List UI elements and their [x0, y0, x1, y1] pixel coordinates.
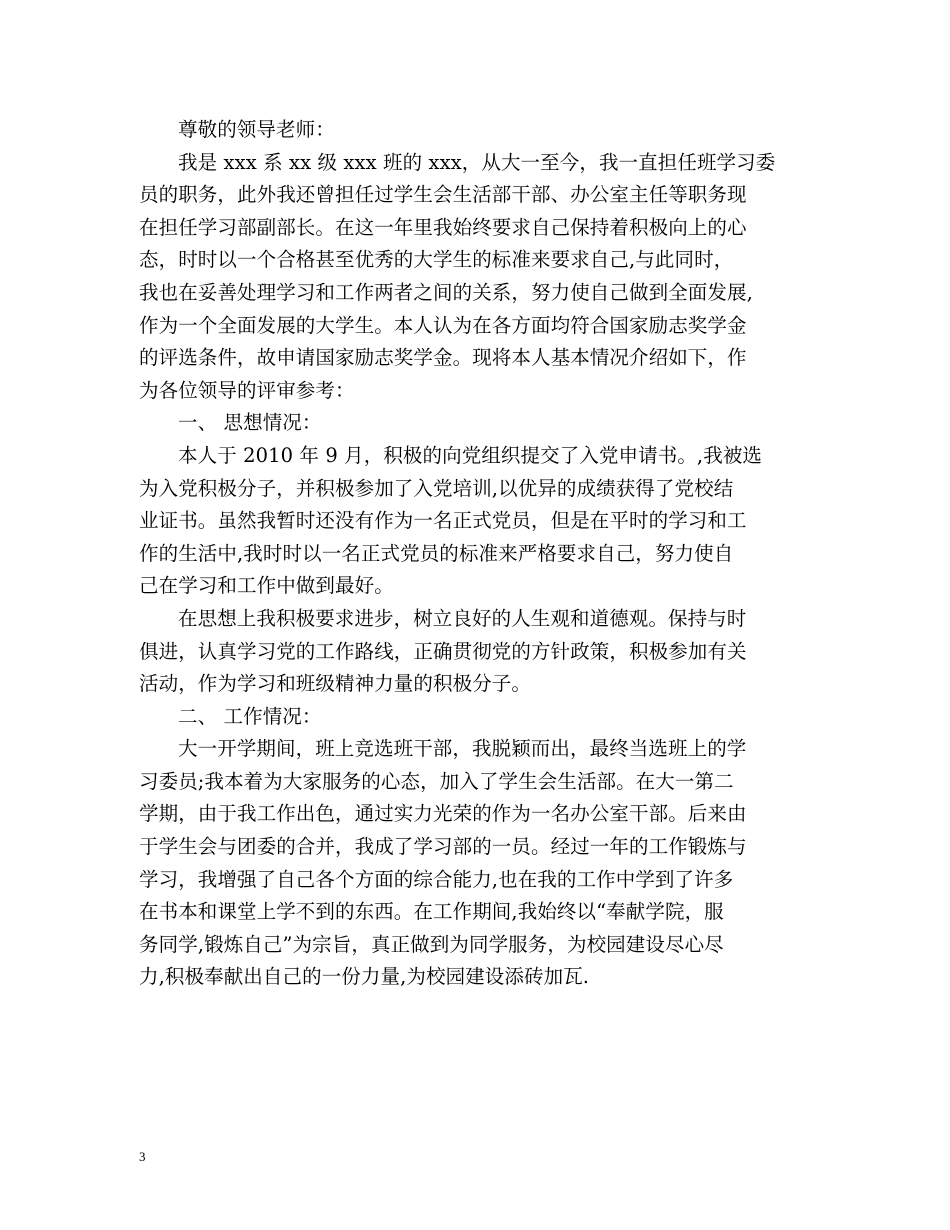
letter-body [139, 114, 819, 994]
text-line: 作的生活中,我时时以一名正式党员的标准来严格要求自己，努力使自 [139, 541, 734, 565]
text-line: 在担任学习部副部长。在这一年里我始终要求自己保持着积极向上的心 [139, 215, 747, 239]
text-line: 员的职务，此外我还曾担任过学生会生活部干部、办公室主任等职务现 [139, 183, 747, 207]
text-line: 业证书。虽然我暂时还没有作为一名正式党员，但是在平时的学习和工 [139, 509, 747, 533]
text-line: 的评选条件，故申请国家励志奖学金。现将本人基本情况介绍如下，作 [139, 346, 747, 370]
salutation: 尊敬的领导老师： [178, 118, 335, 141]
text-line: 于学生会与团委的合并，我成了学习部的一员。经过一年的工作锻炼与 [139, 835, 747, 859]
page-number: 3 [139, 1149, 146, 1164]
section-heading: 一、 思想情况： [178, 411, 322, 435]
text-line: 俱进，认真学习党的工作路线，正确贯彻党的方针政策，积极参加有关 [139, 639, 747, 663]
text-line: 力,积极奉献出自己的一份力量,为校园建设添砖加瓦. [139, 965, 590, 989]
text-line: 为各位领导的评审参考： [139, 378, 355, 402]
section-heading: 二、 工作情况： [178, 704, 322, 728]
text-line: 我也在妥善处理学习和工作两者之间的关系，努力使自己做到全面发展, [139, 280, 753, 304]
text-line: 活动，作为学习和班级精神力量的积极分子。 [139, 672, 532, 696]
text-line: 作为一个全面发展的大学生。本人认为在各方面均符合国家励志奖学金 [139, 313, 747, 337]
text-line: 学期，由于我工作出色，通过实力光荣的作为一名办公室干部。后来由 [139, 802, 747, 826]
text-line: 在书本和课堂上学不到的东西。在工作期间,我始终以“奉献学院，服 [139, 900, 724, 924]
text-line: 务同学,锻炼自己”为宗旨，真正做到为同学服务，为校园建设尽心尽 [139, 932, 724, 956]
text-line: 习委员;我本着为大家服务的心态，加入了学生会生活部。在大一第二 [139, 769, 734, 793]
text-line: 我是 xxx 系 xx 级 xxx 班的 xxx，从大一至今，我一直担任班学习委 [178, 150, 776, 174]
text-line: 本人于 2010 年 9 月，积极的向党组织提交了入党申请书。,我被选 [178, 443, 763, 467]
text-line: 己在学习和工作中做到最好。 [139, 574, 394, 598]
text-line: 为入党积极分子，并积极参加了入党培训,以优异的成绩获得了党校结 [139, 476, 734, 500]
text-line: 学习，我增强了自己各个方面的综合能力,也在我的工作中学到了许多 [139, 867, 734, 891]
text-line: 在思想上我积极要求进步，树立良好的人生观和道德观。保持与时 [178, 606, 747, 630]
text-line: 态，时时以一个合格甚至优秀的大学生的标准来要求自己,与此同时， [139, 248, 734, 272]
text-line: 大一开学期间，班上竞选班干部，我脱颖而出，最终当选班上的学 [178, 737, 747, 761]
